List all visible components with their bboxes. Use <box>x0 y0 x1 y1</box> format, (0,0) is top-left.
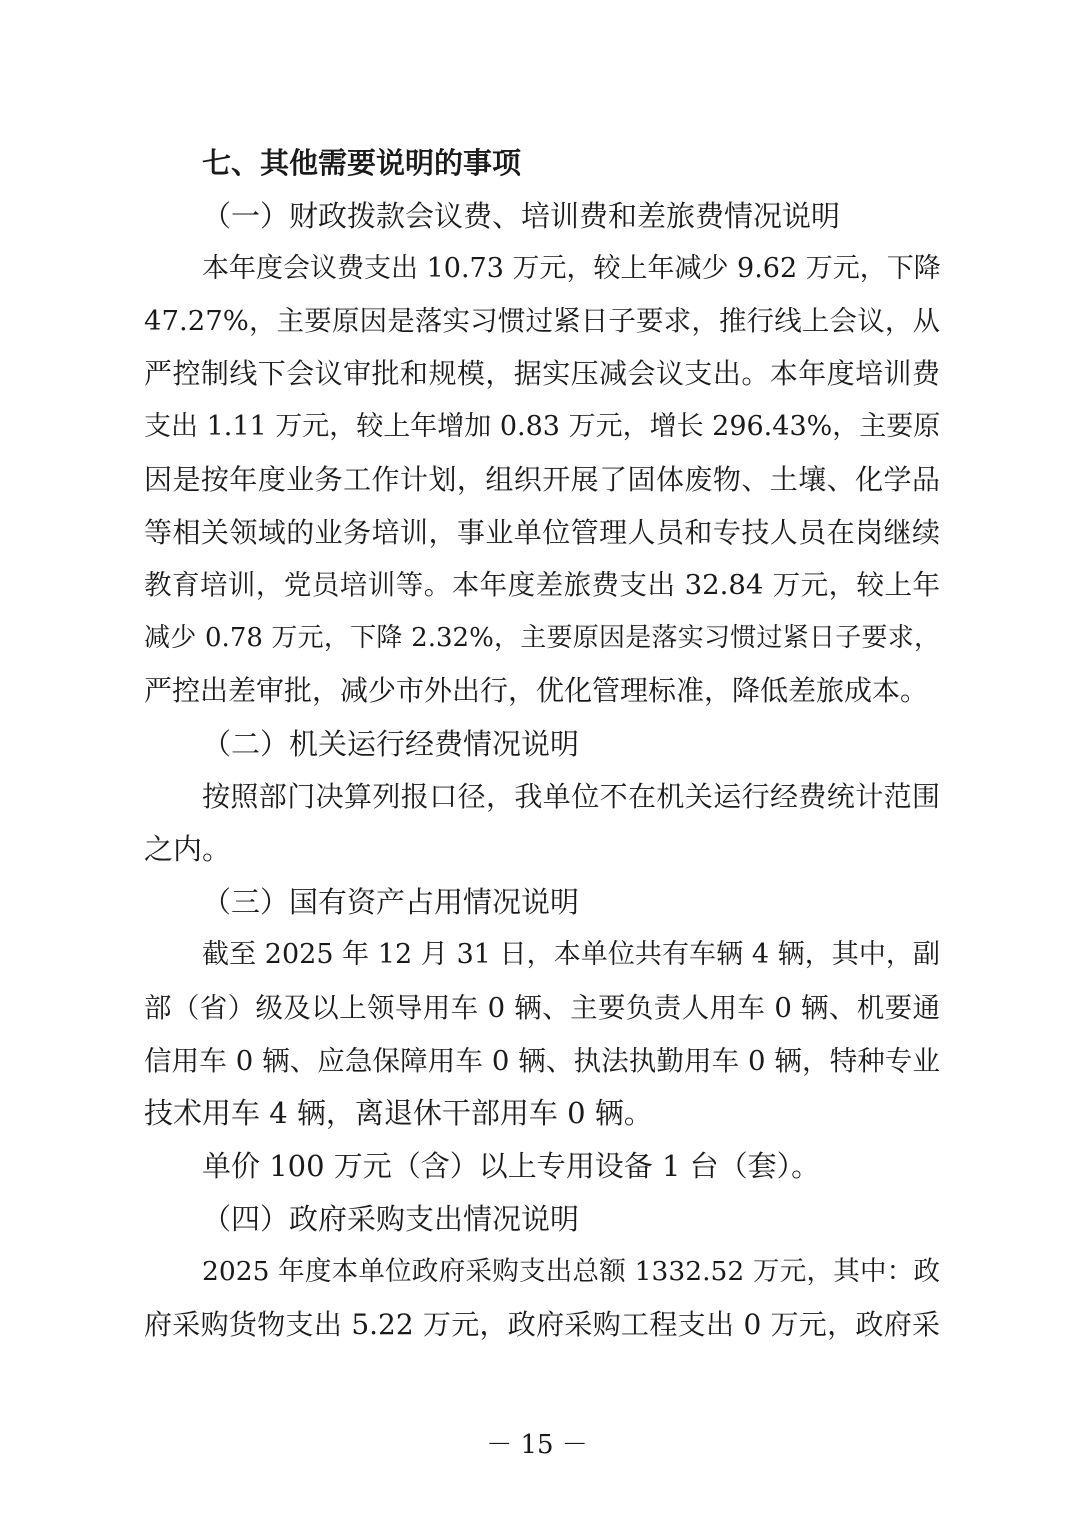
paragraph-line: 府采购货物支出 5.22 万元，政府采购工程支出 0 万元，政府采 <box>144 1307 940 1341</box>
paragraph-line: 技术用车 4 辆，离退休干部用车 0 辆。 <box>144 1096 653 1131</box>
subsection-heading: （一）财政拨款会议费、培训费和差旅费情况说明 <box>202 198 841 233</box>
section-heading: 七、其他需要说明的事项 <box>202 146 522 180</box>
paragraph-line: 本年度会议费支出 10.73 万元，较上年减少 9.62 万元，下降 <box>202 252 941 284</box>
paragraph-line: 截至 2025 年 12 月 31 日，本单位共有车辆 4 辆，其中，副 <box>202 938 940 970</box>
paragraph-line: 严控出差审批，减少市外出行，优化管理标准，降低差旅成本。 <box>144 673 929 707</box>
paragraph-line: 部（省）级及以上领导用车 0 辆、主要负责人用车 0 辆、机要通 <box>144 991 940 1024</box>
paragraph-line: 等相关领域的业务培训，事业单位管理人员和专技人员在岗继续 <box>144 515 940 549</box>
page-number: － 15 － <box>486 1430 588 1460</box>
subsection-heading: （四）政府采购支出情况说明 <box>202 1201 580 1236</box>
paragraph-line: 信用车 0 辆、应急保障用车 0 辆、执法执勤用车 0 辆，特种专业 <box>144 1044 940 1077</box>
paragraph-line: 支出 1.11 万元，较上年增加 0.83 万元，增长 296.43%，主要原 <box>144 410 941 442</box>
paragraph-line: 因是按年度业务工作计划，组织开展了固体废物、土壤、化学品 <box>144 462 940 496</box>
paragraph-line: 严控制线下会议审批和规模，据实压减会议支出。本年度培训费 <box>144 357 940 391</box>
paragraph-line: 2025 年度本单位政府采购支出总额 1332.52 万元，其中：政 <box>202 1255 940 1287</box>
paragraph-line: 47.27%，主要原因是落实习惯过紧日子要求，推行线上会议，从 <box>144 305 940 338</box>
paragraph-line: 之内。 <box>144 832 232 867</box>
paragraph-line: 单价 100 万元（含）以上专用设备 1 台（套）。 <box>202 1149 821 1184</box>
document-body <box>144 137 940 1351</box>
paragraph-line: 减少 0.78 万元，下降 2.32%，主要原因是落实习惯过紧日子要求， <box>144 623 940 654</box>
paragraph-line: 教育培训，党员培训等。本年度差旅费支出 32.84 万元，较上年 <box>144 569 940 602</box>
paragraph-line: 按照部门决算列报口径，我单位不在机关运行经费统计范围 <box>202 779 940 813</box>
subsection-heading: （三）国有资产占用情况说明 <box>202 885 580 920</box>
subsection-heading: （二）机关运行经费情况说明 <box>202 726 580 761</box>
